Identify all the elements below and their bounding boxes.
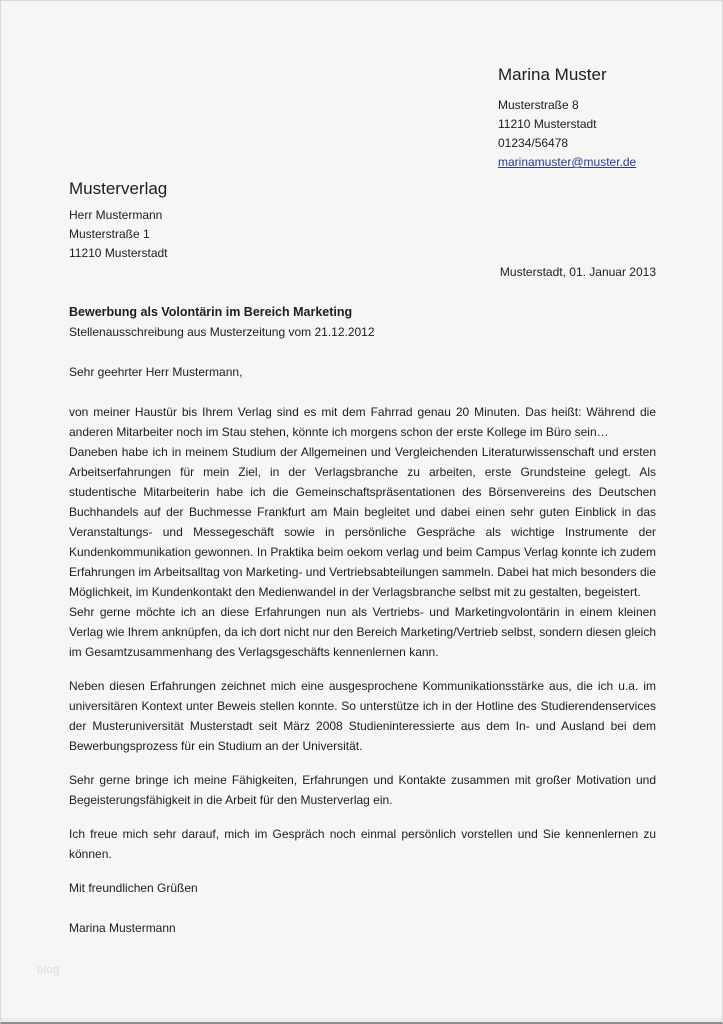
recipient-city: 11210 Musterstadt [69, 246, 168, 260]
sender-phone: 01234/56478 [498, 136, 569, 150]
paragraph-block-1 [69, 402, 656, 662]
sender-email-link[interactable]: marinamuster@muster.de [498, 155, 637, 169]
page-watermark: blog [37, 964, 60, 976]
recipient-street: Musterstraße 1 [69, 227, 150, 241]
paragraph-block-4 [69, 824, 656, 864]
letter-body [69, 302, 656, 938]
sender-street: Musterstraße 8 [498, 98, 579, 112]
closing-formula: Mit freundlichen Grüßen [69, 881, 198, 895]
paragraph-block-3 [69, 770, 656, 810]
subject-reference: Stellenausschreibung aus Musterzeitung vom 21.12.2012 [69, 325, 375, 339]
paragraph-3: Sehr gerne möchte ich an diese Erfahrungen nun als Vertriebs- und Marketingvolontärin in einem kleinen Verlag wie Ihrem anknüpfen, da ich dort nicht nur den Bereich Marketing/Vertrieb selbst, sondern diesen gleich im Gesamtzusammenhang des Verlagsgeschäfts kennenlernen kann. [69, 605, 657, 659]
recipient-address-block [69, 179, 168, 263]
salutation: Sehr geehrter Herr Mustermann, [69, 365, 243, 379]
subject-line: Bewerbung als Volontärin im Bereich Marketing [69, 305, 353, 319]
paragraph-2: Daneben habe ich in meinem Studium der Allgemeinen und Vergleichenden Literaturwissenschaft und ersten Arbeitserfahrungen für mein Ziel, in der Verlagsbranche zu arbeiten, erste Grundsteine gelegt. Als studentische Mitarbeiterin habe ich die Gemeinschaftspräsentationen des Börsenvereins des Deutschen Buchhandels auf der Buchmesse Frankfurt am Main begleitet und dabei einen sehr guten Einblick in das Veranstaltungs- und Messegeschäft sowie in persönliche Gespräche als wichtige Instrumente der Kundenkommunikation gewonnen. In Praktika beim oekom verlag und beim Campus Verlag konnte ich zudem Erfahrungen im Arbeitsalltag von Marketing- und Vertriebsabteilungen sammeln. Dabei hat mich besonders die Möglichkeit, im Kundenkontakt den Medienwandel in der Verlagsbranche selbst mit zu gestalten, begeistert. [69, 445, 656, 599]
date-line: Musterstadt, 01. Januar 2013 [499, 265, 656, 279]
recipient-contact: Herr Mustermann [69, 208, 163, 222]
sender-address-block [498, 65, 636, 172]
paragraph-6: Ich freue mich sehr darauf, mich im Gespräch noch einmal persönlich vorstellen und Sie kennenlernen zu können. [69, 827, 656, 861]
recipient-company: Musterverlag [69, 179, 168, 198]
paragraph-5: Sehr gerne bringe ich meine Fähigkeiten, Erfahrungen und Kontakte zusammen mit großer Motivation und Begeisterungsfähigkeit in die Arbeit für den Musterverlag ein. [69, 773, 656, 807]
paragraph-1: von meiner Haustür bis Ihrem Verlag sind es mit dem Fahrrad genau 20 Minuten. Das heißt: Während die anderen Mitarbeiter noch im Stau stehen, könnte ich morgens schon der erste Kollege im Büro sein… [69, 405, 656, 439]
signature-name: Marina Mustermann [69, 921, 176, 935]
paragraph-4: Neben diesen Erfahrungen zeichnet mich eine ausgesprochene Kommunikationsstärke aus, die ich u.a. im universitären Kontext unter Beweis stellen konnte. So unterstütze ich in der Hotline des Studierendenservices der Musteruniversität Musterstadt seit März 2008 Studieninteressierte aus dem In- und Ausland bei dem Bewerbungsprozess für ein Studium an der Universität. [69, 679, 656, 753]
sender-city: 11210 Musterstadt [498, 117, 597, 131]
paragraph-block-2 [69, 676, 656, 756]
sender-name: Marina Muster [498, 65, 607, 84]
